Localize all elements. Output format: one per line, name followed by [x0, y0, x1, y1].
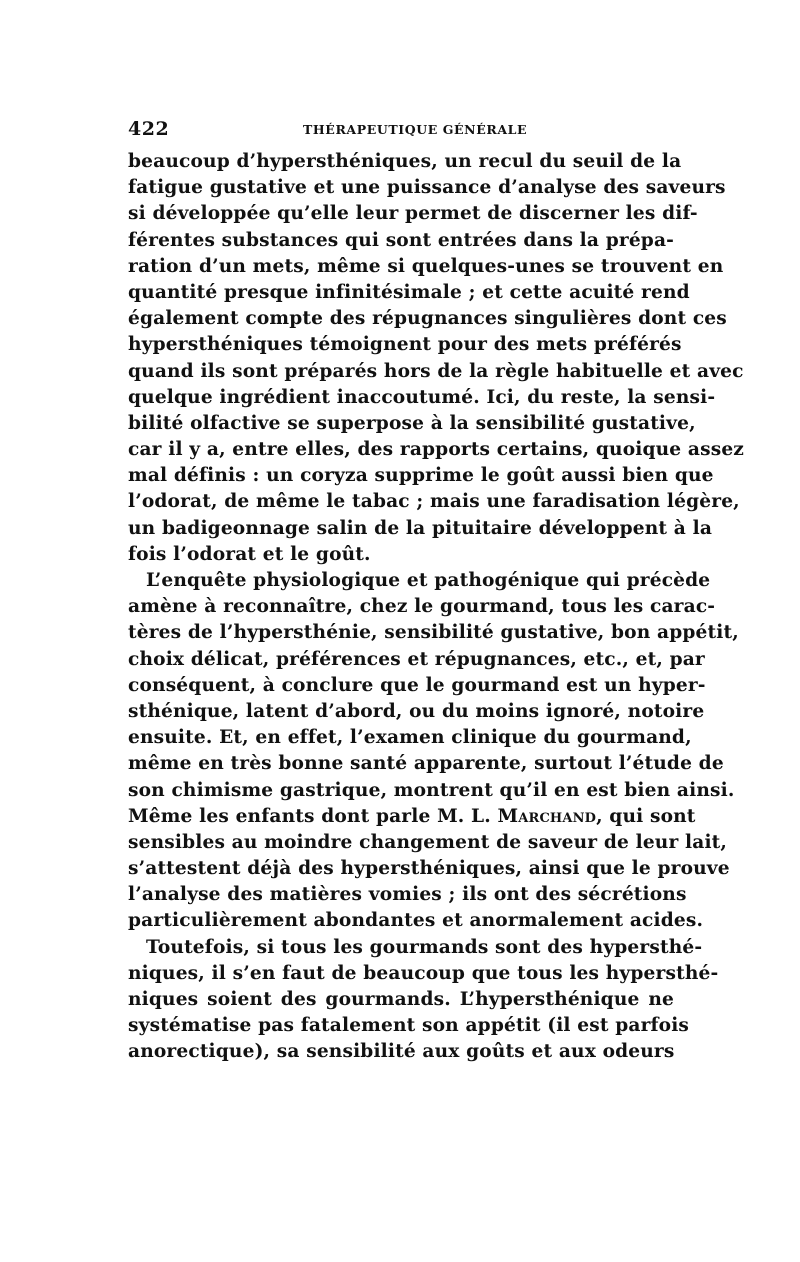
text-line: s’attestent déjà des hypersthéniques, ainsi que le prouve: [128, 858, 730, 880]
text-line: anorectique), sa sensibilité aux goûts et aux odeurs: [128, 1041, 675, 1063]
text-line: l’analyse des matières vomies ; ils ont des sécrétions: [128, 884, 687, 906]
text-line: amène à reconnaître, chez le gourmand, tous les carac-: [128, 596, 716, 618]
running-title: THÉRAPEUTIQUE GÉNÉRALE: [303, 122, 528, 137]
text-line: quand ils sont préparés hors de la règle habituelle et avec: [128, 360, 744, 382]
page-number: 422: [128, 118, 170, 140]
text-line-with-author: [128, 804, 696, 830]
text-line: férentes substances qui sont entrées dans la prépa-: [128, 229, 675, 251]
text-line: également compte des répugnances singulières dont ces: [128, 308, 727, 330]
author-name: Marchand: [497, 805, 597, 827]
text-line: conséquent, à conclure que le gourmand est un hyper-: [128, 674, 706, 696]
text-line: quelque ingrédient inaccoutumé. Ici, du reste, la sensi-: [128, 386, 716, 408]
text-line: si développée qu’elle leur permet de discerner les dif-: [128, 203, 698, 225]
text-line: beaucoup d’hypersthéniques, un recul du seuil de la: [128, 151, 682, 172]
text-line: niques, il s’en faut de beaucoup que tous les hypersthé-: [128, 962, 719, 984]
text-line: car il y a, entre elles, des rapports certains, quoique assez: [128, 439, 745, 461]
text-segment: , qui sont: [596, 805, 696, 827]
text-line-paragraph-end: particulièrement abondantes et anormalement acides.: [128, 910, 704, 932]
text-line-paragraph-start: L’enquête physiologique et pathogénique qui précède: [146, 570, 711, 591]
text-line: hypersthéniques témoignent pour des mets préférés: [128, 334, 682, 356]
text-line: son chimisme gastrique, montrent qu’il en est bien ainsi.: [128, 779, 735, 801]
text-line: ration d’un mets, même si quelques-unes se trouvent en: [128, 255, 724, 277]
text-line: choix délicat, préférences et répugnances, etc., et, par: [128, 648, 705, 670]
text-line: un badigeonnage salin de la pituitaire développent à la: [128, 517, 713, 539]
text-line: tères de l’hypersthénie, sensibilité gustative, bon appétit,: [128, 622, 739, 644]
text-line: l’odorat, de même le tabac ; mais une faradisation légère,: [128, 491, 740, 513]
text-line: bilité olfactive se superpose à la sensibilité gustative,: [128, 412, 696, 434]
text-line: sthénique, latent d’abord, ou du moins ignoré, notoire: [128, 700, 705, 722]
text-line: systématise pas fatalement son appétit (il est parfois: [128, 1015, 690, 1037]
text-line-paragraph-start: Toutefois, si tous les gourmands sont des hypersthé-: [146, 936, 703, 958]
text-line: quantité presque infinitésimale ; et cette acuité rend: [128, 281, 690, 303]
body-text: [128, 149, 745, 1066]
text-segment: Même les enfants dont parle M. L.: [128, 805, 498, 827]
text-line: même en très bonne santé apparente, surtout l’étude de: [128, 753, 724, 775]
text-line: sensibles au moindre changement de saveur de leur lait,: [128, 831, 728, 853]
text-line: fatigue gustative et une puissance d’analyse des saveurs: [128, 177, 726, 199]
text-line-paragraph-end: fois l’odorat et le goût.: [128, 543, 371, 565]
text-line: ensuite. Et, en effet, l’examen clinique du gourmand,: [128, 727, 692, 749]
text-line: mal définis : un coryza supprime le goût aussi bien que: [128, 465, 714, 487]
text-line: niques soient des gourmands. L’hypersthénique ne: [128, 989, 674, 1010]
running-head: [128, 118, 674, 144]
